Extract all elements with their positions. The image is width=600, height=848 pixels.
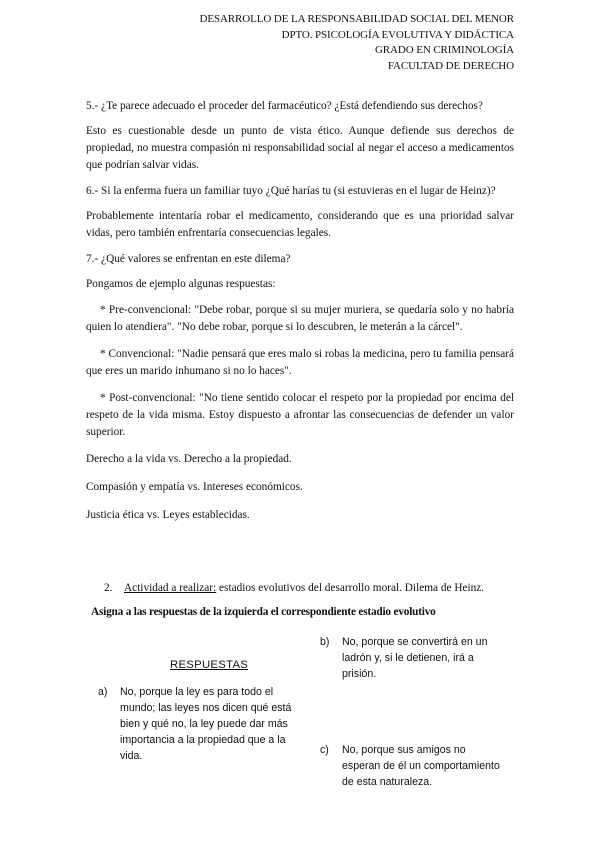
document-header	[199, 12, 514, 74]
response-item-c	[320, 742, 504, 790]
activity-number: 2.	[104, 582, 113, 594]
response-item-label: b)	[320, 636, 330, 648]
response-item-label: a)	[98, 686, 108, 698]
response-preconventional: * Pre-convencional: "Debe robar, porque si su mujer muriera, se quedaría solo y no habría quien lo atendiera". "No debe robar, porque si lo descubren, le meterán a la cárcel".	[86, 304, 514, 333]
answer-5: Esto es cuestionable desde un punto de vista ético. Aunque defiende sus derechos de propiedad, no muestra compasión ni responsabilidad social al negar el acceso a medicamentos que podrían salvar vidas.	[86, 125, 514, 171]
question-5: 5.- ¿Te parece adecuado el proceder del farmacéutico? ¿Está defendiendo sus derechos?	[86, 100, 483, 112]
response-item-text: No, porque se convertirá en un ladrón y, si le detienen, irá a prisión.	[342, 636, 488, 680]
responses-column-title: RESPUESTAS	[170, 659, 249, 671]
response-item-text: No, porque sus amigos no esperan de él un comportamiento de esta naturaleza.	[342, 744, 500, 788]
activity-label: Actividad a realizar:	[124, 582, 217, 594]
activity-text: estadios evolutivos del desarrollo moral. Dilema de Heinz.	[216, 582, 485, 594]
header-department: DPTO. PSICOLOGÍA EVOLUTIVA Y DIDÁCTICA	[281, 28, 514, 41]
value-conflict-2: Compasión y empatía vs. Intereses económicos.	[86, 481, 303, 493]
activity-instruction: Asigna a las respuestas de la izquierda el correspondiente estadio evolutivo	[91, 606, 436, 618]
response-item-label: c)	[320, 744, 329, 756]
response-postconventional: * Post-convencional: "No tiene sentido colocar el respeto por la propiedad por encima del respeto de la vida misma. Estoy dispuesto a afrontar las consecuencias de defender un valor superior.	[86, 392, 514, 438]
header-faculty: FACULTAD DE DERECHO	[387, 59, 514, 72]
response-item-b	[320, 634, 504, 682]
response-conventional: * Convencional: "Nadie pensará que eres malo si robas la medicina, pero tu familia pensará que eres un marido inhumano si no lo haces".	[86, 348, 514, 377]
question-7: 7.- ¿Qué valores se enfrentan en este dilema?	[86, 253, 291, 265]
question-6: 6.- Si la enferma fuera un familiar tuyo ¿Qué harías tu (si estuvieras en el lugar de Heinz)?	[86, 185, 496, 197]
value-conflict-3: Justicia ética vs. Leyes establecidas.	[86, 509, 250, 521]
header-degree: GRADO EN CRIMINOLOGÍA	[374, 44, 514, 56]
response-item-text: No, porque la ley es para todo el mundo; las leyes nos dicen qué está bien y qué no, la ley puede dar más importancia a la propiedad que a la vida.	[120, 686, 292, 762]
value-conflict-1: Derecho a la vida vs. Derecho a la propiedad.	[86, 453, 292, 465]
header-course: DESARROLLO DE LA RESPONSABILIDAD SOCIAL DEL MENOR	[199, 13, 514, 25]
activity-heading	[104, 582, 484, 594]
answer-7-intro: Pongamos de ejemplo algunas respuestas:	[86, 278, 276, 290]
document-body	[86, 98, 514, 535]
answer-6: Probablemente intentaría robar el medicamento, considerando que es una prioridad salvar vidas, pero también enfrentaría consecuencias legales.	[86, 210, 514, 239]
response-item-a	[98, 684, 298, 764]
